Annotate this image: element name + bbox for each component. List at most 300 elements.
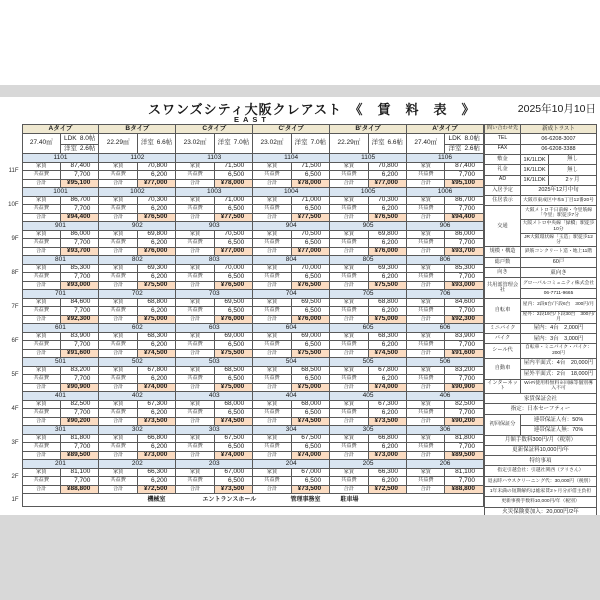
fee-value: 7,700: [445, 375, 484, 384]
fee-label: 共益費: [407, 375, 445, 384]
fee-value: 7,700: [445, 409, 484, 418]
room-number-cell: 801: [22, 256, 99, 265]
rent-value: 68,000: [214, 400, 252, 409]
total-label: 合計: [330, 281, 368, 290]
total-label: 合計: [99, 485, 137, 494]
fee-value: 7,700: [60, 409, 98, 418]
panel-value-group: [521, 415, 596, 435]
fee-value: 6,200: [137, 239, 175, 248]
fee-value: 6,200: [137, 375, 175, 384]
rent-label: 家賃: [176, 434, 214, 443]
total-value: ¥75,500: [137, 281, 175, 290]
price-sheet-page: [0, 97, 600, 515]
total-value: ¥74,500: [137, 349, 175, 358]
total-value: ¥78,000: [291, 179, 329, 188]
total-value: ¥90,900: [445, 383, 484, 392]
fee-value: 6,500: [214, 273, 252, 282]
room-kind-label: 洋室: [448, 144, 462, 152]
total-value: ¥74,500: [368, 349, 406, 358]
rent-label: 家賃: [253, 400, 291, 409]
fee-label: 共益費: [99, 443, 137, 452]
rent-value: 82,500: [445, 400, 484, 409]
room-number-cell: 705: [330, 290, 407, 299]
room-number-cell: 402: [99, 392, 176, 401]
room-size-label: 7.0帖: [233, 139, 250, 147]
room-number-cell: 204: [253, 460, 330, 469]
fee-label: 共益費: [330, 273, 368, 282]
total-label: 合計: [22, 485, 60, 494]
fee-value: 6,500: [291, 273, 329, 282]
rent-row: [2, 332, 484, 341]
total-label: 合計: [22, 281, 60, 290]
fee-row: [2, 477, 484, 486]
total-label: 合計: [99, 383, 137, 392]
room-number-cell: 504: [253, 358, 330, 367]
fee-label: 共益費: [176, 205, 214, 214]
fee-value: 6,500: [291, 443, 329, 452]
rent-label: 家賃: [253, 162, 291, 171]
floor-column-spacer: [2, 125, 22, 154]
room-number-cell: 902: [99, 222, 176, 231]
fee-value: 7,700: [60, 477, 98, 486]
type-name-cell: B'タイプ: [330, 125, 407, 134]
ground-floor-labels: [23, 494, 484, 506]
panel-value-group: [521, 278, 596, 298]
room-number-cell: 1103: [176, 154, 253, 163]
rent-value: 66,300: [368, 468, 406, 477]
fee-label: 共益費: [99, 477, 137, 486]
fee-label: 共益費: [253, 273, 291, 282]
room-number-cell: 304: [253, 426, 330, 435]
total-value: ¥77,500: [291, 213, 329, 222]
fee-value: 7,700: [445, 205, 484, 214]
panel-label: 向き: [485, 268, 521, 277]
total-label: 合計: [99, 281, 137, 290]
rent-value: 81,800: [445, 434, 484, 443]
rent-label: 家賃: [407, 196, 445, 205]
layout-line: [61, 144, 98, 154]
room-size-label: 2.6帖: [79, 144, 96, 152]
fee-value: 6,200: [368, 375, 406, 384]
room-number-cell: 1102: [99, 154, 176, 163]
total-value: ¥73,500: [291, 485, 329, 494]
room-number-cell: 405: [330, 392, 407, 401]
rent-row: [2, 468, 484, 477]
layout-cell: [445, 134, 484, 154]
fee-row: [2, 239, 484, 248]
panel-label: 規模・構造: [485, 247, 521, 256]
type-detail-row: [2, 134, 484, 154]
panel-row: [484, 456, 597, 466]
panel-value: 自転車・ミニバイク・バイク：200円: [525, 345, 592, 356]
rent-value: 86,700: [60, 196, 98, 205]
rent-row: [2, 366, 484, 375]
fee-value: 6,500: [214, 171, 252, 180]
room-number-cell: 505: [330, 358, 407, 367]
room-number-cell: 905: [330, 222, 407, 231]
rent-value: 70,300: [368, 196, 406, 205]
rent-label: 家賃: [99, 196, 137, 205]
layout-line: [292, 134, 329, 153]
total-value: ¥78,000: [214, 179, 252, 188]
panel-row: [484, 124, 597, 134]
total-value: ¥73,500: [137, 417, 175, 426]
rent-value: 67,500: [291, 434, 329, 443]
total-value: ¥72,500: [368, 485, 406, 494]
room-number-cell: 205: [330, 460, 407, 469]
total-label: 合計: [330, 485, 368, 494]
fee-value: 7,700: [60, 273, 98, 282]
panel-value: 60戸: [552, 259, 565, 266]
room-number-cell: 803: [176, 256, 253, 265]
total-value: ¥76,500: [291, 281, 329, 290]
total-row: [2, 247, 484, 256]
total-label: 合計: [253, 247, 291, 256]
rent-value: 86,000: [60, 230, 98, 239]
rent-label: 家賃: [22, 196, 60, 205]
fee-value: 6,200: [137, 307, 175, 316]
panel-label: 自転車: [485, 299, 521, 323]
room-kind-label: 洋室: [371, 139, 385, 147]
rent-label: 家賃: [330, 400, 368, 409]
panel-text: 家賃保証会社: [523, 395, 557, 402]
panel-value: 東向き: [550, 269, 567, 276]
panel-value: 新成トラスト: [542, 126, 575, 132]
fee-row: [2, 409, 484, 418]
total-label: 合計: [99, 247, 137, 256]
total-label: 合計: [407, 213, 445, 222]
panel-row: [484, 155, 597, 165]
total-value: ¥93,700: [60, 247, 98, 256]
total-label: 合計: [176, 349, 214, 358]
ground-floor-area-label: エントランスホール: [202, 497, 257, 503]
rent-value: 71,000: [214, 196, 252, 205]
total-value: ¥91,600: [60, 349, 98, 358]
panel-subvalue: 屋内：2段6台/下段6台 300円/月: [522, 302, 595, 308]
total-label: 合計: [99, 315, 137, 324]
fee-label: 共益費: [176, 307, 214, 316]
panel-value: 無し: [566, 166, 578, 173]
rent-label: 家賃: [176, 298, 214, 307]
rent-value: 82,500: [60, 400, 98, 409]
panel-subvalue: JR大阪環状線「玉造」駅徒歩12分: [521, 233, 596, 247]
total-label: 合計: [176, 179, 214, 188]
room-number-cell: 602: [99, 324, 176, 333]
fee-label: 共益費: [407, 273, 445, 282]
panel-condition: 1K/1LDK: [521, 165, 549, 174]
fee-label: 共益費: [253, 205, 291, 214]
rent-value: 67,300: [137, 400, 175, 409]
total-row: [2, 349, 484, 358]
fee-value: 7,700: [60, 341, 98, 350]
total-value: ¥77,000: [291, 247, 329, 256]
rent-row: [2, 196, 484, 205]
rent-label: 家賃: [22, 400, 60, 409]
panel-label: 自動車: [485, 359, 521, 379]
fee-label: 共益費: [22, 341, 60, 350]
panel-text: 更新保証料10,000円/年: [512, 447, 569, 454]
panel-row: [484, 299, 597, 324]
fee-value: 6,200: [137, 205, 175, 214]
area-cell: 23.02㎡: [253, 134, 291, 154]
layout-line: [445, 144, 483, 154]
total-value: ¥89,500: [60, 451, 98, 460]
room-number-row: [2, 392, 484, 401]
rent-label: 家賃: [330, 162, 368, 171]
rent-label: 家賃: [407, 264, 445, 273]
room-number-cell: 403: [176, 392, 253, 401]
total-label: 合計: [22, 417, 60, 426]
panel-row: [484, 247, 597, 257]
panel-row: [484, 394, 597, 404]
panel-row: [484, 176, 597, 186]
panel-label: インターネット: [485, 380, 521, 393]
rent-label: 家賃: [176, 332, 214, 341]
total-label: 合計: [99, 179, 137, 188]
rent-label: 家賃: [99, 230, 137, 239]
layout-cell: [291, 134, 329, 154]
total-label: 合計: [330, 315, 368, 324]
rent-value: 84,600: [60, 298, 98, 307]
fee-row: [2, 375, 484, 384]
fee-value: 6,500: [214, 443, 252, 452]
page-gap-band: [0, 85, 600, 97]
total-label: 合計: [330, 383, 368, 392]
rent-value: 85,300: [445, 264, 484, 273]
panel-row: [484, 487, 597, 497]
panel-subvalue: 大阪メトロ千日前線・今里筋線「今里」駅徒歩7分: [524, 207, 593, 218]
rent-value: 69,800: [368, 230, 406, 239]
ground-floor-row: [2, 494, 484, 507]
panel-row: [484, 134, 597, 144]
panel-row: [484, 145, 597, 155]
fee-value: 6,200: [137, 171, 175, 180]
floor-label: 10F: [2, 188, 22, 222]
panel-label: FAX: [485, 145, 521, 154]
room-number-cell: 203: [176, 460, 253, 469]
fee-value: 6,200: [368, 477, 406, 486]
total-label: 合計: [253, 315, 291, 324]
floor-label: 1F: [2, 494, 22, 507]
fee-value: 6,500: [214, 205, 252, 214]
panel-row: [484, 497, 597, 507]
rent-value: 67,500: [214, 434, 252, 443]
panel-row: [484, 446, 597, 456]
total-label: 合計: [253, 451, 291, 460]
rent-value: 69,800: [137, 230, 175, 239]
layout-cell: [60, 134, 98, 154]
room-number-cell: 704: [253, 290, 330, 299]
total-row: [2, 417, 484, 426]
total-label: 合計: [176, 281, 214, 290]
room-number-cell: 701: [22, 290, 99, 299]
rent-value: 71,000: [291, 196, 329, 205]
rent-value: 70,000: [291, 264, 329, 273]
total-value: ¥77,000: [368, 179, 406, 188]
rent-value: 68,800: [137, 298, 175, 307]
fee-value: 7,700: [445, 239, 484, 248]
total-value: ¥90,900: [60, 383, 98, 392]
rent-label: 家賃: [99, 162, 137, 171]
panel-row: [484, 196, 597, 206]
fee-value: 6,200: [368, 239, 406, 248]
fee-label: 共益費: [330, 239, 368, 248]
room-number-cell: 703: [176, 290, 253, 299]
total-value: ¥75,000: [137, 315, 175, 324]
fee-label: 共益費: [330, 171, 368, 180]
rent-value: 66,300: [137, 468, 175, 477]
fee-label: 共益費: [22, 273, 60, 282]
room-size-label: 7.0帖: [310, 139, 327, 147]
fee-label: 共益費: [407, 307, 445, 316]
total-label: 合計: [407, 485, 445, 494]
rent-value: 85,300: [60, 264, 98, 273]
fee-label: 共益費: [330, 443, 368, 452]
rent-row: [2, 162, 484, 171]
fee-value: 7,700: [60, 375, 98, 384]
total-value: ¥75,000: [368, 315, 406, 324]
rent-value: 69,000: [291, 332, 329, 341]
fee-label: 共益費: [22, 409, 60, 418]
page-title: スワンズシティ大阪クレアスト 《 賃 料 表 》: [148, 102, 476, 117]
panel-subvalue: 連帯保証人無：70%: [521, 425, 596, 435]
total-value: ¥73,500: [368, 417, 406, 426]
area-cell: 23.02㎡: [176, 134, 214, 154]
total-label: 合計: [99, 417, 137, 426]
room-number-row: [2, 188, 484, 197]
rent-row: [2, 400, 484, 409]
rent-value: 69,300: [137, 264, 175, 273]
total-label: 合計: [407, 247, 445, 256]
total-label: 合計: [99, 349, 137, 358]
rent-label: 家賃: [330, 230, 368, 239]
room-number-cell: 606: [407, 324, 484, 333]
panel-subvalue: 連帯保証人有：50%: [533, 416, 584, 423]
ground-floor-area-label: 駐車場: [340, 497, 359, 503]
fee-label: 共益費: [99, 307, 137, 316]
total-label: 合計: [99, 451, 137, 460]
rent-label: 家賃: [176, 400, 214, 409]
fee-value: 6,500: [214, 307, 252, 316]
room-number-row: [2, 256, 484, 265]
layout-cell: [214, 134, 252, 154]
layout-cell: [137, 134, 175, 154]
room-number-cell: 503: [176, 358, 253, 367]
total-value: ¥88,800: [60, 485, 98, 494]
total-value: ¥76,000: [214, 315, 252, 324]
panel-text: 特約事項: [529, 457, 552, 464]
rent-value: 67,000: [214, 468, 252, 477]
total-value: ¥72,500: [137, 485, 175, 494]
fee-value: 7,700: [60, 443, 98, 452]
rent-value: 83,900: [445, 332, 484, 341]
total-label: 合計: [407, 315, 445, 324]
fee-value: 6,500: [291, 375, 329, 384]
panel-value: 鉄筋コンクリート造・地上11階: [524, 249, 593, 255]
panel-subvalue: グローバルコミュニティ株式会社: [522, 280, 595, 286]
room-kind-label: 洋室: [294, 139, 308, 147]
total-label: 合計: [330, 213, 368, 222]
panel-label: ミニバイク: [485, 324, 521, 333]
total-value: ¥89,500: [445, 451, 484, 460]
total-value: ¥94,400: [60, 213, 98, 222]
room-number-cell: 901: [22, 222, 99, 231]
panel-row: [484, 436, 597, 446]
fee-label: 共益費: [99, 239, 137, 248]
total-value: ¥74,000: [214, 451, 252, 460]
total-label: 合計: [176, 485, 214, 494]
rent-value: 81,800: [60, 434, 98, 443]
fee-value: 7,700: [60, 307, 98, 316]
section-label: EAST: [233, 115, 270, 124]
panel-label: AD: [485, 176, 521, 185]
rent-label: 家賃: [22, 468, 60, 477]
fee-row: [2, 443, 484, 452]
panel-row: [484, 206, 597, 247]
fee-value: 6,500: [291, 341, 329, 350]
rent-value: 68,800: [368, 298, 406, 307]
total-value: ¥93,000: [445, 281, 484, 290]
rent-value: 70,300: [137, 196, 175, 205]
fee-value: 7,700: [445, 171, 484, 180]
panel-condition: 1K/1LDK: [521, 155, 549, 164]
rent-label: 家賃: [99, 434, 137, 443]
room-number-cell: 201: [22, 460, 99, 469]
total-value: ¥73,000: [137, 451, 175, 460]
rent-value: 70,000: [214, 264, 252, 273]
rent-value: 68,500: [291, 366, 329, 375]
total-label: 合計: [330, 179, 368, 188]
rent-value: 71,500: [214, 162, 252, 171]
total-value: ¥75,000: [214, 383, 252, 392]
total-row: [2, 213, 484, 222]
rent-label: 家賃: [407, 230, 445, 239]
fee-label: 共益費: [22, 307, 60, 316]
date-label: 2025年10月10日: [517, 103, 596, 115]
room-number-row: [2, 460, 484, 469]
fee-label: 共益費: [407, 171, 445, 180]
room-kind-label: LDK: [448, 134, 462, 142]
total-label: 合計: [176, 451, 214, 460]
fee-label: 共益費: [99, 273, 137, 282]
rent-label: 家賃: [22, 366, 60, 375]
total-value: ¥75,500: [368, 281, 406, 290]
room-number-cell: 1003: [176, 188, 253, 197]
room-kind-label: 洋室: [217, 139, 231, 147]
rent-label: 家賃: [253, 230, 291, 239]
fee-label: 共益費: [253, 443, 291, 452]
panel-label: 礼金: [485, 165, 521, 174]
fee-label: 共益費: [330, 409, 368, 418]
panel-label: 敷金: [485, 155, 521, 164]
total-label: 合計: [22, 349, 60, 358]
total-label: 合計: [22, 451, 60, 460]
total-value: ¥76,000: [137, 247, 175, 256]
type-name-cell: Bタイプ: [99, 125, 176, 134]
fee-value: 6,200: [368, 273, 406, 282]
layout-line: [61, 134, 98, 144]
panel-row: [484, 165, 597, 175]
rent-value: 84,600: [445, 298, 484, 307]
total-label: 合計: [99, 213, 137, 222]
viewer-background-band: [0, 515, 600, 600]
room-number-cell: 1105: [330, 154, 407, 163]
type-name-cell: C'タイプ: [253, 125, 330, 134]
room-number-cell: 404: [253, 392, 330, 401]
panel-subvalue: 屋内平面式：4台 20,000円: [523, 360, 594, 367]
fee-label: 共益費: [330, 477, 368, 486]
room-number-cell: 1004: [253, 188, 330, 197]
